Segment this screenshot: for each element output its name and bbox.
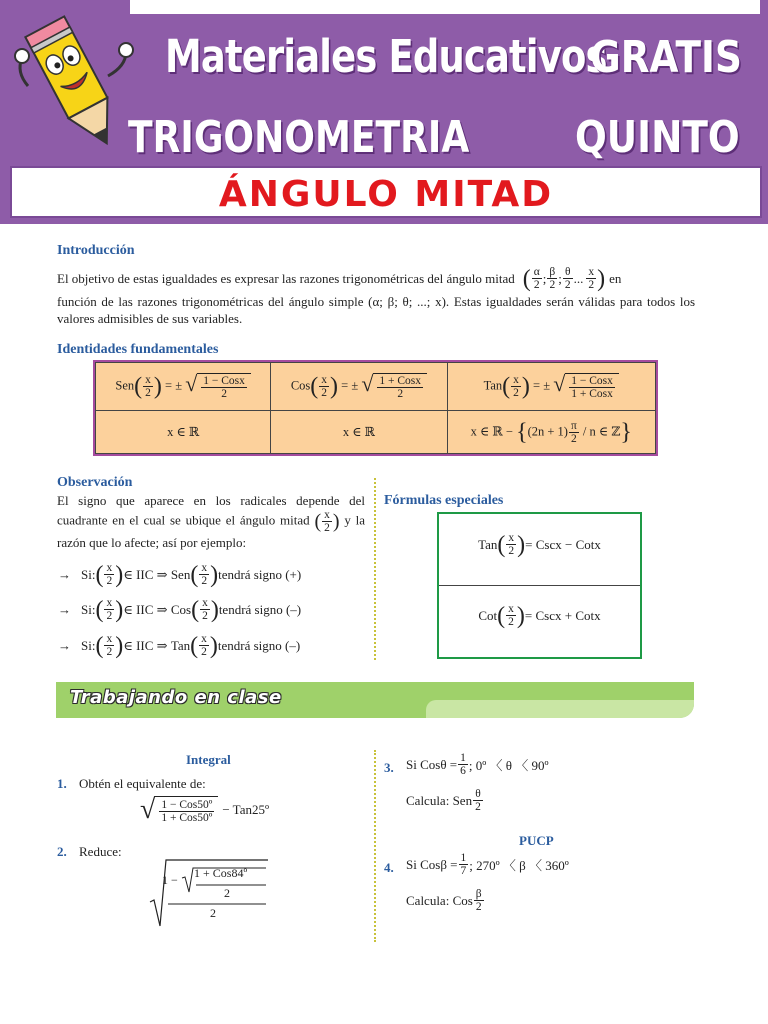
problem-2-text: Reduce: [79, 844, 122, 859]
special-divider [439, 585, 640, 586]
intro-line-1 [57, 266, 697, 291]
intro-heading: Introducción [57, 243, 135, 258]
cos-identity-cell: Cos( $\frac{x}{2}$ ) = ± √ $\frac{\text{1 + Cosx}}{2}$ [271, 363, 447, 411]
pucp-tag: PUCP [519, 833, 554, 848]
problem-3-number: 3. [384, 760, 394, 775]
pencil-mascot-icon [8, 2, 138, 162]
intro-text-rest: función de las razones trigonométricas del ángulo simple (α; β; θ; ...; x). Estas igualdades serán válidas para todos los valores admisibles de sus variables. [57, 294, 695, 326]
intro-text-start: El objetivo de estas igualdades es expresar las razones trigonométricas del ángulo mitad [57, 271, 515, 286]
close-paren: ) [597, 265, 606, 292]
observation-heading: Observación [57, 475, 133, 490]
column-divider-bottom [374, 750, 376, 942]
frac-theta: $\frac{\theta}{2}$ [564, 266, 571, 291]
problem-2-inner-num: 1 + Cos84º [194, 866, 248, 880]
observation-example-sen: → Si: ( $\frac{x}{2}$ ) ∈ IIC ⇒ Sen ( $\frac{x}{2}$ ) tendrá signo (+) [58, 561, 302, 588]
frac-beta: $\frac{\beta}{2}$ [549, 266, 556, 291]
topic-box [10, 166, 762, 218]
observation-text: El signo que aparece en los radicales depende del cuadrante en el cual se ubique el ángulo mitad ( $\frac{x}{2}$ ) y la razón que lo afecte; así por ejemplo: [57, 493, 366, 550]
problem-2-outer-den: 2 [210, 906, 216, 920]
tan-domain-cell: x ∈ ℝ − {(2n + 1) $\frac{\pi}{2}$ / n ∈ ℤ} [447, 411, 655, 454]
frac-alpha: $\frac{\alpha}{2}$ [533, 266, 540, 291]
problem-4-calc: Calcula: Cos $\frac{\beta}{2}$ [406, 888, 482, 913]
grade-label: QUINTO [575, 112, 740, 163]
problem-1-expression: √ $\frac{\text{1 − Cos50º}}{\text{1 + Cos50º}}$ − Tan25º [140, 794, 270, 825]
problem-1-text: Obtén el equivalente de: [79, 776, 206, 791]
problem-2-number: 2. [57, 844, 67, 859]
column-divider-top [374, 478, 376, 660]
problem-3-calc: Calcula: Sen $\frac{\theta}{2}$ [406, 788, 481, 813]
integral-tag: Integral [186, 752, 231, 767]
banner-top-strip [130, 0, 760, 14]
problem-2-one-minus: 1 − [162, 873, 178, 887]
section-title: Trabajando en clase [70, 687, 282, 708]
open-paren: ( [522, 265, 531, 292]
identities-table [93, 360, 658, 456]
cos-domain-cell: x ∈ ℝ [271, 411, 447, 454]
special-formula-tan: Tan ( $\frac{x}{2}$ ) = Cscx − Cotx [478, 531, 601, 558]
section-bar [56, 682, 694, 718]
intro-text-en: en [609, 271, 622, 286]
observation-example-tan: → Si: ( $\frac{x}{2}$ ) ∈ IIC ⇒ Tan ( $\frac{x}{2}$ ) tendrá signo (–) [58, 632, 301, 659]
gratis-label: GRATIS [590, 32, 742, 83]
identities-heading: Identidades fundamentales [57, 342, 219, 357]
problem-4-number: 4. [384, 860, 394, 875]
section-bar-highlight [426, 700, 694, 718]
special-heading: Fórmulas especiales [384, 493, 504, 508]
sen-domain-cell: x ∈ ℝ [96, 411, 271, 454]
sen-identity-cell: Sen( $\frac{x}{2}$ ) = ± √ $\frac{\text{1 − Cosx}}{2}$ [96, 363, 271, 411]
subject-label: TRIGONOMETRIA [128, 112, 470, 163]
intro-half-angles: ( $\frac{\alpha}{2}$ ; $\frac{\beta}{2}$ ; $\frac{\theta}{2}$ ... $\frac{x}{2}$ ) [522, 265, 606, 292]
problem-4-text: Si Cosβ = $\frac{1}{7}$ ; 270º 〈 β 〈 360º [406, 852, 569, 877]
site-title: Materiales Educativos [165, 30, 607, 83]
frac-x: $\frac{x}{2}$ [588, 266, 595, 291]
topic-title: ÁNGULO MITAD [218, 174, 554, 215]
problem-1-number: 1. [57, 776, 67, 791]
problem-3-text: Si Cosθ = $\frac{1}{6}$ ; 0º 〈 θ 〈 90º [406, 752, 549, 777]
special-formula-cot: Cot ( $\frac{x}{2}$ ) = Cscx + Cotx [478, 602, 601, 629]
special-formulas-box [437, 512, 642, 659]
intro-dots: ... [573, 271, 584, 286]
header-banner [0, 0, 768, 224]
observation-example-cos: → Si: ( $\frac{x}{2}$ ) ∈ IIC ⇒ Cos ( $\frac{x}{2}$ ) tendrá signo (–) [58, 596, 302, 623]
problem-2-inner-den: 2 [224, 886, 230, 900]
tan-identity-cell: Tan( $\frac{x}{2}$ ) = ± √ $\frac{\text{1 − Cosx}}{\text{1 + Cosx}}$ [447, 363, 655, 411]
